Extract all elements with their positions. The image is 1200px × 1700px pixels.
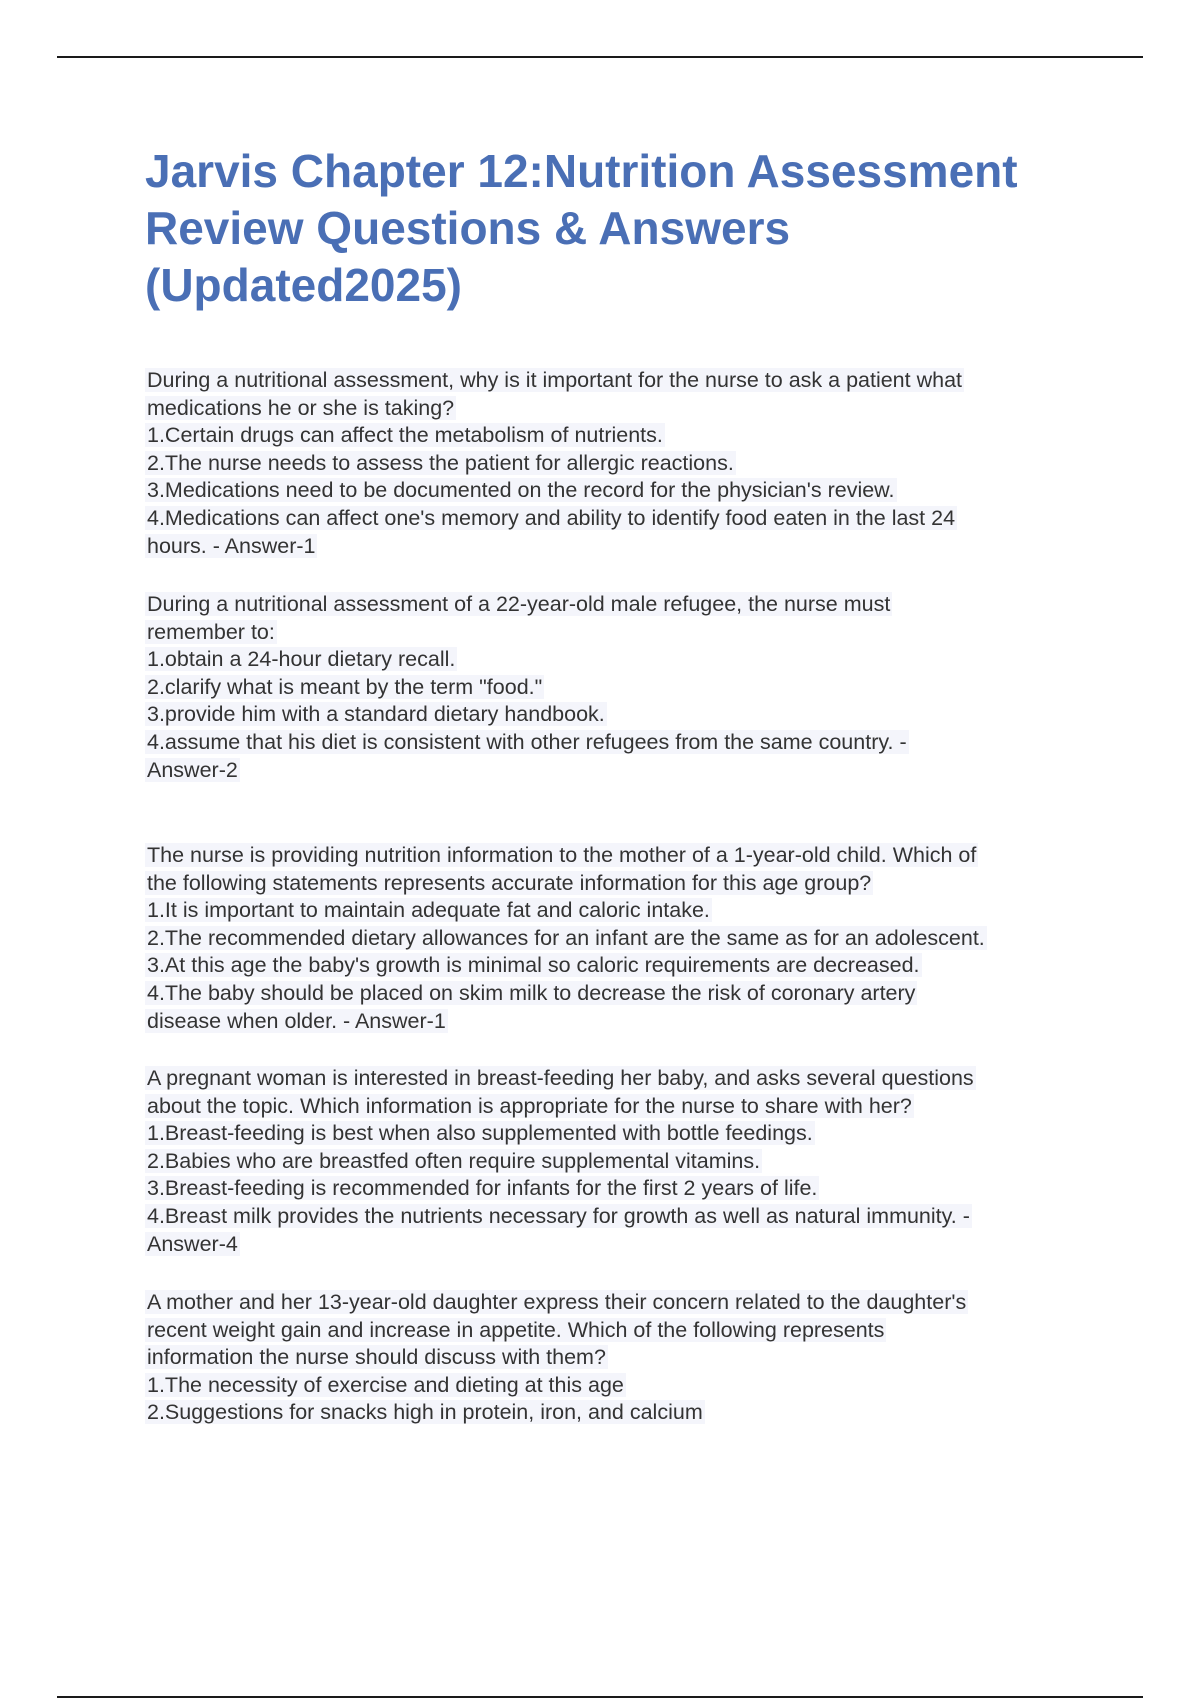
text-line bbox=[145, 842, 1095, 870]
answer-option: 4.Breast milk provides the nutrients necessary for growth as well as natural immunity. - bbox=[147, 1203, 970, 1228]
text-line bbox=[145, 870, 1095, 898]
text-line bbox=[145, 1231, 1095, 1259]
text-line bbox=[145, 1372, 1095, 1400]
text-line bbox=[145, 897, 1095, 925]
text-line bbox=[145, 591, 1095, 619]
title-line: Review Questions & Answers bbox=[145, 202, 791, 254]
text-line bbox=[145, 1148, 1095, 1176]
question-text: remember to: bbox=[147, 619, 275, 644]
answer-option: 3.provide him with a standard dietary handbook. bbox=[147, 702, 605, 727]
text-line bbox=[145, 952, 1095, 980]
question-text: recent weight gain and increase in appetite. Which of the following represents bbox=[147, 1317, 885, 1342]
text-line bbox=[145, 422, 1095, 450]
text-line bbox=[145, 674, 1095, 702]
question-text: A mother and her 13-year-old daughter express their concern related to the daughter's bbox=[147, 1290, 967, 1314]
answer-option: 1.The necessity of exercise and dieting at this age bbox=[147, 1372, 624, 1397]
text-line bbox=[145, 646, 1095, 674]
answer-option: 4.The baby should be placed on skim milk to decrease the risk of coronary artery bbox=[147, 980, 916, 1005]
answer-option: 4.Medications can affect one's memory and ability to identify food eaten in the last 24 bbox=[147, 505, 956, 530]
text-line bbox=[145, 1317, 1095, 1345]
answer-option: 1.obtain a 24-hour dietary recall. bbox=[147, 647, 456, 672]
text-line bbox=[145, 1175, 1095, 1203]
answer-option: 3.Breast-feeding is recommended for infants for the first 2 years of life. bbox=[147, 1176, 818, 1201]
answer-option: 2.The nurse needs to assess the patient for allergic reactions. bbox=[147, 450, 734, 475]
question-text: medications he or she is taking? bbox=[147, 395, 455, 420]
text-line bbox=[145, 1203, 1095, 1231]
answer-key: Answer-4 bbox=[147, 1231, 238, 1256]
question-text: A pregnant woman is interested in breast-feeding her baby, and asks several questions bbox=[147, 1066, 974, 1090]
answer-option: 1.Certain drugs can affect the metabolism of nutrients. bbox=[147, 423, 663, 448]
document-title bbox=[145, 143, 1085, 314]
question-block-5 bbox=[145, 1289, 1095, 1427]
title-line: (Updated2025) bbox=[145, 259, 462, 311]
text-line bbox=[145, 477, 1095, 505]
question-block-2 bbox=[145, 591, 1095, 784]
text-line bbox=[145, 533, 1095, 561]
question-text: the following statements represents accurate information for this age group? bbox=[147, 870, 872, 895]
text-line bbox=[145, 1289, 1095, 1317]
question-text: During a nutritional assessment of a 22-year-old male refugee, the nurse must bbox=[147, 592, 891, 616]
question-text: information the nurse should discuss with them? bbox=[147, 1345, 606, 1370]
text-line bbox=[145, 1008, 1095, 1036]
text-line bbox=[145, 1344, 1095, 1372]
answer-option: 2.clarify what is meant by the term "food." bbox=[147, 674, 543, 699]
text-line bbox=[145, 395, 1095, 423]
text-line bbox=[145, 1120, 1095, 1148]
question-block-3 bbox=[145, 842, 1095, 1035]
question-text: The nurse is providing nutrition information to the mother of a 1-year-old child. Which of bbox=[147, 843, 977, 867]
answer-option: 3.At this age the baby's growth is minimal so caloric requirements are decreased. bbox=[147, 953, 920, 978]
answer-option: 1.It is important to maintain adequate fat and caloric intake. bbox=[147, 898, 710, 923]
text-line bbox=[145, 757, 1095, 785]
answer-option: 2.The recommended dietary allowances for an infant are the same as for an adolescent. bbox=[147, 925, 985, 950]
question-text: During a nutritional assessment, why is it important for the nurse to ask a patient what bbox=[147, 368, 963, 392]
text-line bbox=[145, 701, 1095, 729]
answer-option: 2.Suggestions for snacks high in protein, iron, and calcium bbox=[147, 1400, 703, 1425]
text-line bbox=[145, 1399, 1095, 1427]
question-block-1 bbox=[145, 367, 1095, 560]
text-line bbox=[145, 925, 1095, 953]
text-line bbox=[145, 450, 1095, 478]
text-line bbox=[145, 1093, 1095, 1121]
text-line bbox=[145, 619, 1095, 647]
question-text: about the topic. Which information is appropriate for the nurse to share with her? bbox=[147, 1093, 912, 1118]
answer-option: 4.assume that his diet is consistent with other refugees from the same country. - bbox=[147, 729, 907, 754]
question-block-4 bbox=[145, 1065, 1095, 1258]
text-line bbox=[145, 367, 1095, 395]
text-line bbox=[145, 1065, 1095, 1093]
top-rule bbox=[57, 56, 1143, 58]
text-line bbox=[145, 505, 1095, 533]
answer-option: 1.Breast-feeding is best when also supplemented with bottle feedings. bbox=[147, 1121, 813, 1146]
answer-key: Answer-2 bbox=[147, 757, 238, 782]
text-line bbox=[145, 729, 1095, 757]
answer-option: 3.Medications need to be documented on the record for the physician's review. bbox=[147, 478, 895, 503]
title-line: Jarvis Chapter 12:Nutrition Assessment bbox=[145, 145, 1018, 197]
text-line bbox=[145, 980, 1095, 1008]
answer-option: 2.Babies who are breastfed often require supplemental vitamins. bbox=[147, 1148, 761, 1173]
bottom-rule bbox=[57, 1696, 1143, 1698]
answer-key: disease when older. - Answer-1 bbox=[147, 1008, 446, 1033]
answer-key: hours. - Answer-1 bbox=[147, 533, 316, 558]
